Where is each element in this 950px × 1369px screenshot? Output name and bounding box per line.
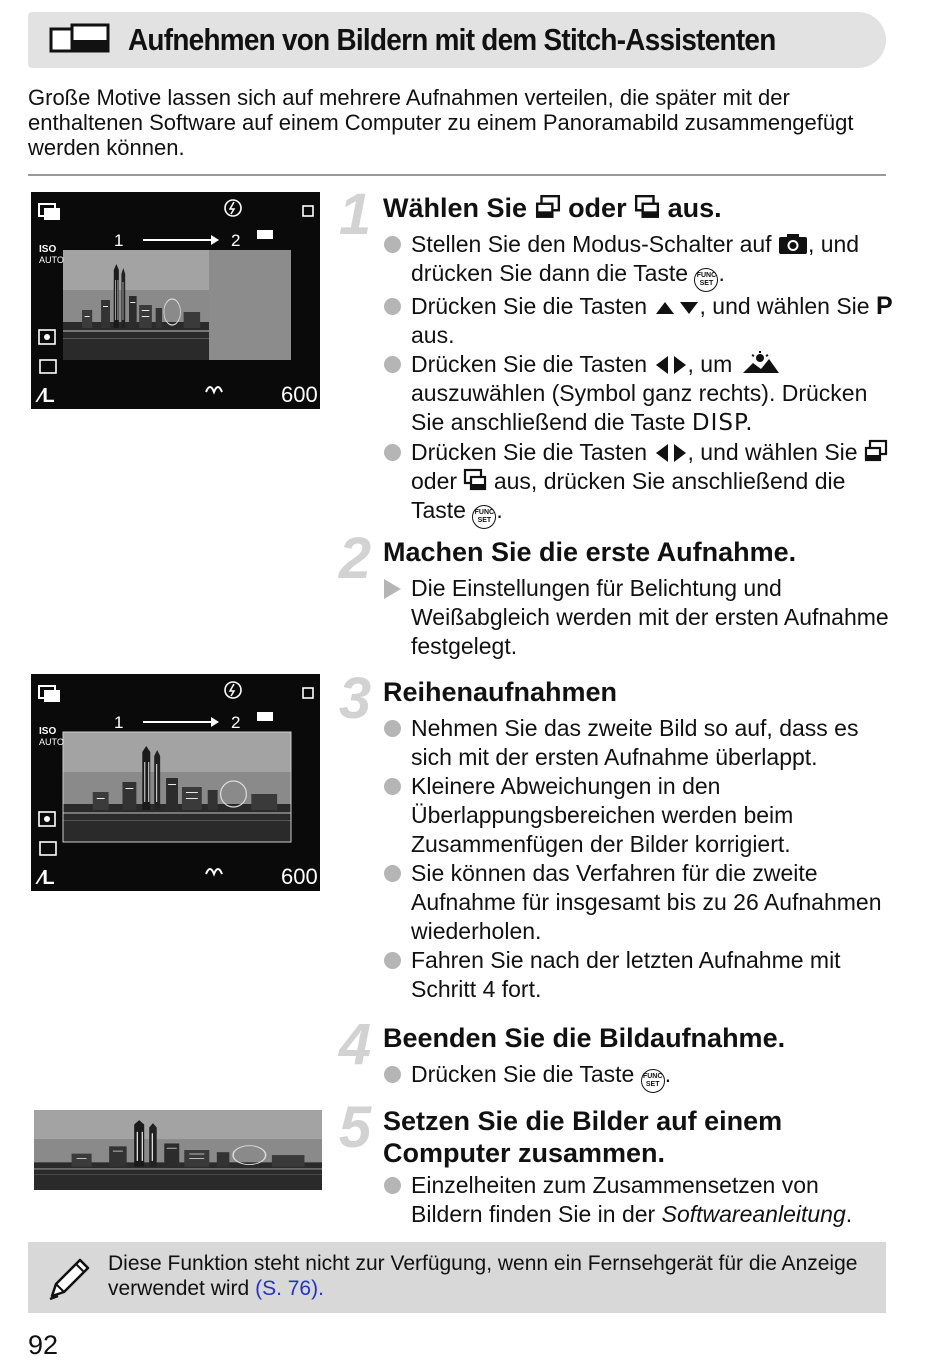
special-scene-icon: [739, 351, 781, 375]
step-title: Reihenaufnahmen: [383, 677, 618, 707]
camera-icon: [778, 233, 808, 255]
step-3: [333, 666, 893, 1004]
stitch-left-right-icon: [864, 439, 888, 463]
svg-text:600: 600: [281, 864, 318, 889]
func-set-icon: FUNC SET: [641, 1069, 665, 1093]
stitch-right-left-icon: [634, 194, 660, 220]
step-number: 3: [338, 666, 372, 731]
step-bullets: [383, 1171, 893, 1229]
svg-text:600: 600: [281, 382, 318, 407]
camera-screen-second-shot: [31, 674, 320, 891]
func-set-icon: FUNC SET: [472, 505, 496, 529]
left-right-arrows-icon: [654, 355, 688, 375]
list-item: Die Einstellungen für Belichtung und Weißabgleich werden mit der ersten Aufnahme festgelegt.: [383, 574, 893, 661]
svg-text:AUTO: AUTO: [39, 737, 64, 747]
list-item: Einzelheiten zum Zusammensetzen von Bildern finden Sie in der Softwareanleitung.: [383, 1171, 893, 1229]
page-reference-link[interactable]: (S. 76).: [255, 1277, 324, 1300]
up-down-arrows-icon: [654, 299, 700, 317]
page-title-bar: [28, 12, 886, 68]
pencil-note-icon: [42, 1252, 94, 1304]
step-title: Beenden Sie die Bildaufnahme.: [383, 1023, 786, 1053]
step-number: 1: [338, 182, 372, 247]
step-number: 5: [338, 1095, 372, 1160]
list-item: Nehmen Sie das zweite Bild so auf, dass es sich mit der ersten Aufnahme überlappt.: [383, 714, 893, 772]
svg-text:⁄L: ⁄L: [39, 867, 55, 889]
svg-text:2: 2: [231, 231, 241, 250]
svg-text:ISO: ISO: [39, 726, 57, 737]
svg-text:AUTO: AUTO: [39, 255, 64, 265]
svg-text:2: 2: [231, 713, 241, 732]
func-set-icon: FUNC SET: [694, 268, 718, 292]
left-right-arrows-icon: [654, 443, 688, 463]
list-item: Drücken Sie die Tasten , um auszuwählen (Symbol ganz rechts). Drücken Sie anschließend die Taste DISP.: [383, 350, 893, 438]
svg-text:1: 1: [114, 231, 124, 250]
stitch-assist-icon: [48, 22, 118, 58]
step-bullets: [383, 574, 893, 661]
note-text: Diese Funktion steht nicht zur Verfügung, wenn ein Fernsehgerät für die Anzeige verwendet wird (S. 76).: [108, 1252, 858, 1300]
page-number: 92: [28, 1330, 59, 1360]
empty-frame-area: [209, 250, 291, 360]
step-bullets: [383, 1060, 893, 1093]
step-title: Machen Sie die erste Aufnahme.: [383, 537, 797, 567]
step-bullets: [383, 230, 893, 529]
step-2: [333, 526, 893, 661]
list-item: Drücken Sie die Taste FUNC SET .: [383, 1060, 893, 1093]
page-title: Aufnehmen von Bildern mit dem Stitch-Assistenten: [128, 22, 776, 57]
stitch-left-right-icon: [535, 194, 561, 220]
list-item: Sie können das Verfahren für die zweite Aufnahme für insgesamt bis zu 26 Aufnahmen wiederholen.: [383, 859, 893, 946]
step-bullets: [383, 714, 893, 1004]
step-5: [333, 1095, 893, 1229]
camera-screen-first-shot: [31, 192, 320, 409]
step-1: [333, 182, 893, 529]
program-mode-icon: P: [875, 292, 893, 320]
note-box: [28, 1242, 886, 1313]
step-4: [333, 1012, 893, 1093]
panorama-result-image: [34, 1110, 322, 1190]
list-item: Stellen Sie den Modus-Schalter auf , und drücken Sie dann die Taste FUNC SET .: [383, 230, 893, 292]
list-item: Kleinere Abweichungen in den Überlappungsbereichen werden beim Zusammenfügen der Bilder korrigiert.: [383, 772, 893, 859]
step-title: Setzen Sie die Bilder auf einem Computer zusammen.: [383, 1106, 783, 1168]
stitch-right-left-icon: [463, 468, 487, 492]
svg-text:⁄L: ⁄L: [39, 385, 55, 407]
list-item: Drücken Sie die Tasten , und wählen Sie oder aus, drücken Sie anschließend die Taste FUNC SET .: [383, 438, 893, 529]
svg-text:1: 1: [114, 713, 124, 732]
intro-paragraph: Große Motive lassen sich auf mehrere Aufnahmen verteilen, die später mit der enthaltenen Software auf einem Computer zu einem Panoramabild zusammengefügt werden können.: [28, 85, 854, 160]
step-title: Wählen Sie oder aus.: [383, 193, 722, 223]
divider: [28, 174, 886, 176]
step-number: 2: [338, 526, 372, 591]
disp-button-icon: DISP.: [691, 410, 754, 436]
list-item: Drücken Sie die Tasten , und wählen Sie P aus.: [383, 292, 893, 350]
step-number: 4: [338, 1012, 372, 1077]
list-item: Fahren Sie nach der letzten Aufnahme mit Schritt 4 fort.: [383, 946, 893, 1004]
svg-text:ISO: ISO: [39, 244, 57, 255]
